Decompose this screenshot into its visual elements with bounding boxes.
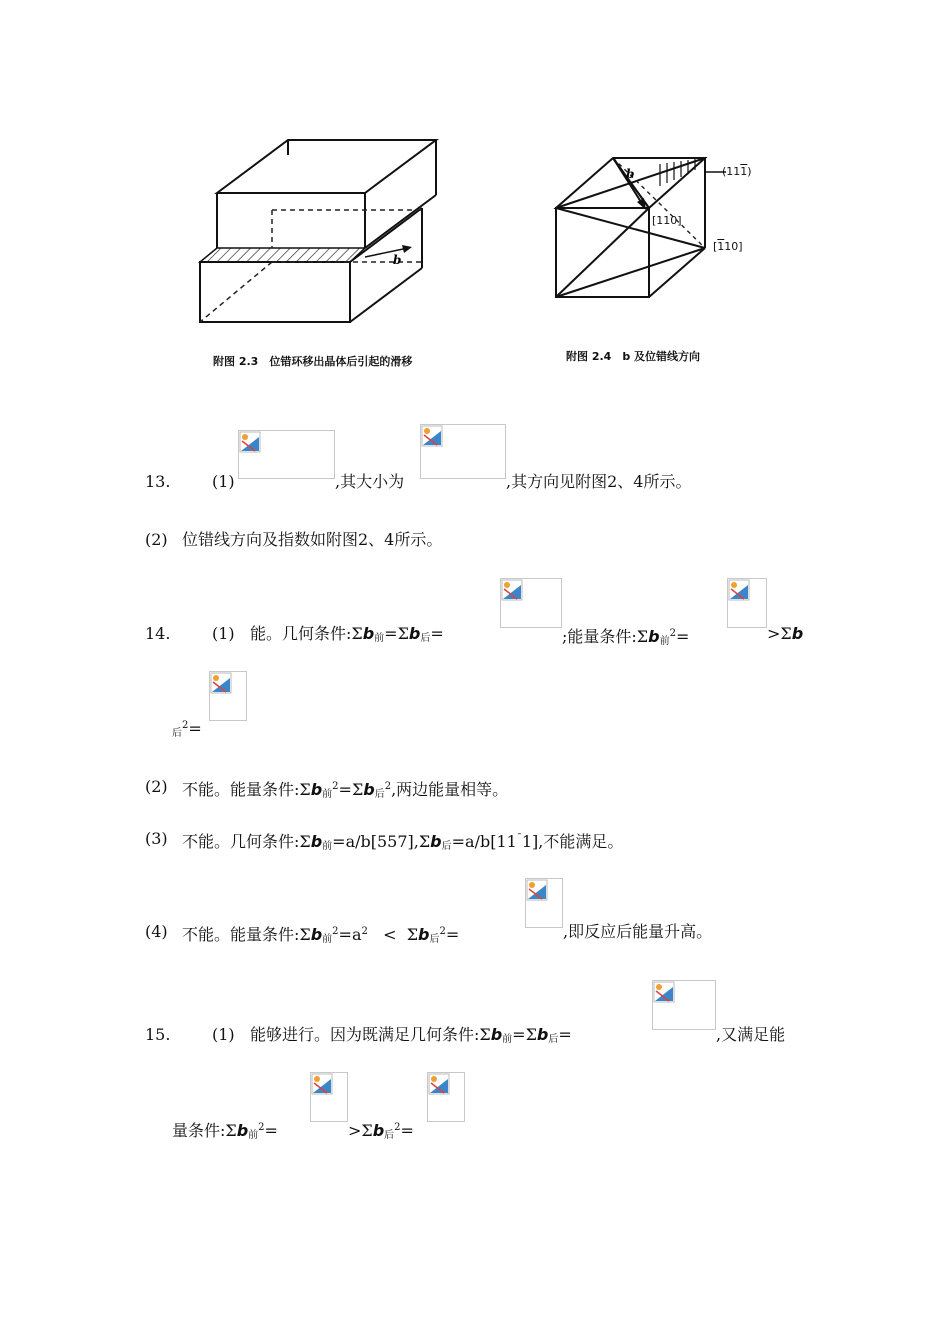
q14-part1-cont: $_后^2$= — [172, 719, 202, 739]
q15-number: 15. — [145, 1025, 171, 1044]
figure-2-4-caption: 附图 2.4 b 及位错线方向 — [566, 350, 701, 363]
broken-image-icon — [727, 578, 767, 628]
figure-2-3-diagram — [190, 130, 510, 340]
q14-part1-gt: >Σb — [767, 624, 804, 643]
broken-image-icon — [420, 424, 506, 479]
q14-part1-line: 能。几何条件$:\Sigma b_前=\Sigma b_后=$ — [250, 624, 444, 644]
q14-part1-energy: ;能量条件$:\Sigma b_前^2=$ — [562, 627, 690, 647]
fig24-label-11-1: (111) — [722, 165, 752, 178]
q14-part4-label: (4) — [145, 922, 168, 941]
q14-part2-label: (2) — [145, 777, 168, 796]
broken-image-icon — [500, 578, 562, 628]
q14-part2-line: 不能。能量条件$:\Sigma b_前^2=\Sigma b_后^2$,两边能量相等。 — [182, 780, 509, 800]
broken-image-icon — [238, 430, 335, 479]
figure-2-3-caption: 附图 2.3 位错环移出晶体后引起的滑移 — [213, 355, 413, 368]
fig24-label-110: [110] — [652, 214, 682, 227]
q14-part1-label: (1) — [212, 624, 235, 643]
q15-part1-label: (1) — [212, 1025, 235, 1044]
q14-part3-label: (3) — [145, 829, 168, 848]
fig23-b-label: b — [393, 253, 402, 267]
broken-image-icon — [427, 1072, 465, 1122]
fig24-label-m110: [110] — [713, 240, 743, 253]
fig24-b-label: b — [626, 167, 635, 181]
broken-image-icon — [525, 878, 563, 928]
q13-text2: ,其方向见附图2、4所示。 — [506, 472, 692, 491]
q13-part2-label: (2) — [145, 530, 168, 549]
q13-number: 13. — [145, 472, 171, 491]
q15-line2-gt: $>\Sigma b_后^2=$ — [348, 1121, 414, 1141]
q14-part4-tail: ,即反应后能量升高。 — [563, 922, 713, 941]
q14-part3-line: 不能。几何条件$:\Sigma b_前=a/b[557],\Sigma b_后=a/b[11^¯1]$,不能满足。 — [182, 832, 624, 852]
q14-number: 14. — [145, 624, 171, 643]
broken-image-icon — [209, 671, 247, 721]
broken-image-icon — [652, 980, 716, 1030]
q14-part4-line: 不能。能量条件$:\Sigma b_前^2=a^2$ < $\Sigma b_后^2=$ — [182, 925, 460, 945]
broken-image-icon — [310, 1072, 348, 1122]
q15-line2: 量条件$:\Sigma b_前^2=$ — [172, 1121, 278, 1141]
q13-line2: 位错线方向及指数如附图2、4所示。 — [182, 530, 443, 549]
q15-part1-line: 能够进行。因为既满足几何条件$:\Sigma b_前=\Sigma b_后=$ — [250, 1025, 572, 1045]
q13-text1: ,其大小为 — [335, 472, 405, 491]
q13-part1-label: (1) — [212, 472, 235, 491]
q15-part1-tail: ,又满足能 — [716, 1025, 786, 1044]
